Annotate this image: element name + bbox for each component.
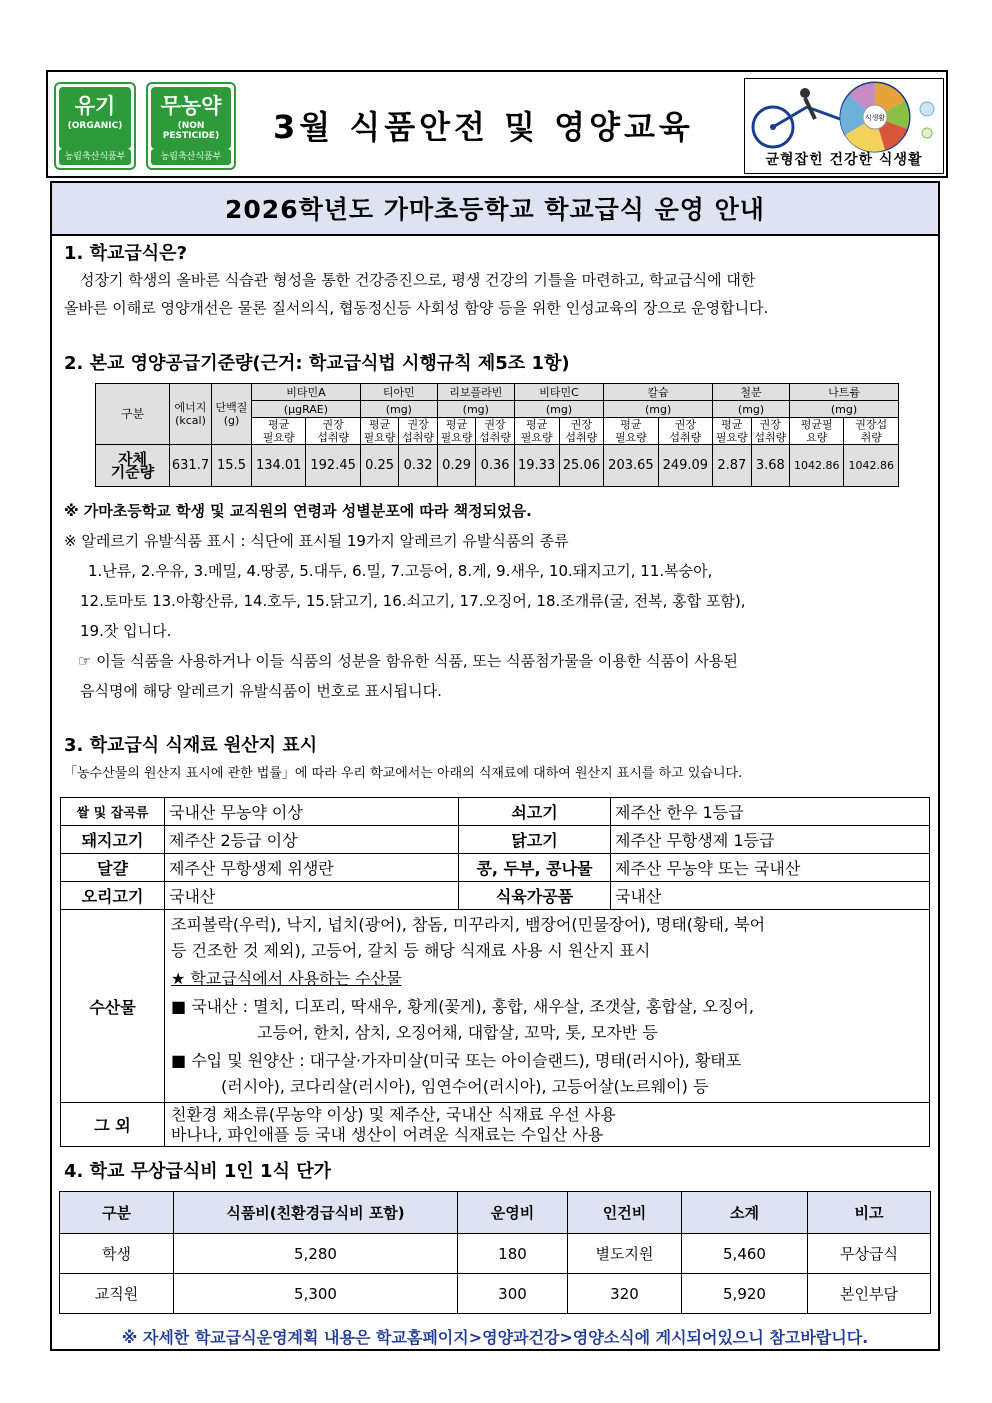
origin-label: 닭고기 bbox=[459, 826, 611, 854]
allergy-list-line3: 19.잣 입니다. bbox=[80, 622, 172, 640]
food-wheel-center: 식생활 bbox=[864, 114, 886, 122]
riboflavin-rec-header bbox=[476, 418, 514, 445]
sub-label: 평균필 bbox=[800, 418, 833, 431]
sub-label: 필요량 bbox=[614, 431, 647, 444]
origin-intro: 「농수산물의 원산지 표시에 관한 법률」에 따라 우리 학교에서는 아래의 식재료에 대하여 원산지 표시를 하고 있습니다. bbox=[64, 766, 743, 781]
nutrition-note: ※ 가마초등학교 학생 및 교직원의 연령과 성별분포에 따라 책정되었음. bbox=[64, 502, 532, 520]
row-label-standard bbox=[96, 445, 170, 487]
calcium-unit: (mg) bbox=[604, 401, 713, 418]
bicycle-food-icon bbox=[745, 79, 943, 153]
sodium-rec-header bbox=[844, 418, 899, 445]
energy-header bbox=[170, 384, 212, 445]
origin-value: 제주산 한우 1등급 bbox=[611, 798, 930, 826]
non-pesticide-logo bbox=[146, 82, 236, 170]
organic-logo-title: 유기 bbox=[74, 94, 116, 118]
value-riboflavin-avg: 0.29 bbox=[437, 445, 475, 487]
cost-header: 인건비 bbox=[568, 1192, 682, 1234]
thiamin-unit: (mg) bbox=[360, 401, 437, 418]
badge-caption: 균형잡힌 건강한 식생활 bbox=[765, 152, 923, 168]
table-row bbox=[60, 1234, 931, 1274]
energy-label: 에너지 bbox=[174, 401, 207, 414]
main-notice-box bbox=[50, 181, 940, 1351]
sub-label: 권장 bbox=[570, 418, 592, 431]
sub-label: 필요량 bbox=[262, 431, 295, 444]
value-riboflavin-rec: 0.36 bbox=[476, 445, 514, 487]
sodium-unit: (mg) bbox=[790, 401, 899, 418]
nutrition-standard-table bbox=[95, 383, 899, 487]
sub-label: 권장 bbox=[674, 418, 696, 431]
cost-cell: 5,460 bbox=[682, 1234, 808, 1274]
thiamin-avg-header bbox=[360, 418, 398, 445]
value-iron-rec: 3.68 bbox=[751, 445, 789, 487]
seafood-star-heading: ★ 학교급식에서 사용하는 수산물 bbox=[171, 969, 402, 988]
riboflavin-header: 리보플라빈 bbox=[437, 384, 514, 401]
vitamin-c-rec-header bbox=[559, 418, 604, 445]
origin-value: 제주산 2등급 이상 bbox=[165, 826, 459, 854]
other-details bbox=[165, 1103, 930, 1147]
iron-header: 철분 bbox=[713, 384, 790, 401]
cost-cell: 학생 bbox=[60, 1234, 174, 1274]
vitamin-a-rec-header bbox=[306, 418, 360, 445]
calcium-header: 칼슘 bbox=[604, 384, 713, 401]
organic-logo-subtitle: (ORGANIC) bbox=[67, 121, 123, 131]
meal-cost-table bbox=[59, 1191, 931, 1314]
section2-heading: 2. 본교 영양공급기준량(근거: 학교급식법 시행규칙 제5조 1항) bbox=[64, 353, 570, 374]
table-row bbox=[61, 882, 930, 910]
row-label-line: 기준량 bbox=[110, 462, 155, 481]
organic-logo bbox=[54, 82, 136, 170]
value-sodium-avg: 1042.86 bbox=[790, 445, 844, 487]
header bbox=[46, 70, 948, 178]
value-thiamin-rec: 0.32 bbox=[399, 445, 437, 487]
other-label: 그 외 bbox=[61, 1103, 165, 1147]
value-energy: 631.7 bbox=[170, 445, 212, 487]
cost-cell: 5,300 bbox=[174, 1274, 458, 1314]
table-row bbox=[61, 826, 930, 854]
vitamin-c-avg-header bbox=[514, 418, 559, 445]
origin-label: 돼지고기 bbox=[61, 826, 165, 854]
value-vitamin-c-rec: 25.06 bbox=[559, 445, 604, 487]
sub-label: 권장 bbox=[407, 418, 429, 431]
vitamin-c-header: 비타민C bbox=[514, 384, 603, 401]
table-row bbox=[61, 798, 930, 826]
allergy-note: ※ 알레르기 유발식품 표시 : 식단에 표시될 19가지 알레르기 유발식품의 종류 bbox=[64, 532, 569, 550]
vitamin-a-header: 비타민A bbox=[252, 384, 361, 401]
other-text-line1: 친환경 채소류(무농약 이상) 및 제주산, 국내산 식재료 우선 사용 bbox=[171, 1104, 616, 1124]
iron-avg-header bbox=[713, 418, 751, 445]
sub-label: 섭취량 bbox=[754, 431, 787, 444]
value-iron-avg: 2.87 bbox=[713, 445, 751, 487]
sub-label: 섭취량 bbox=[402, 431, 435, 444]
seafood-details bbox=[165, 910, 930, 1103]
non-pesticide-logo-subtitle: (NON PESTICIDE) bbox=[162, 121, 220, 141]
sub-label: 평균 bbox=[526, 418, 548, 431]
cost-cell: 320 bbox=[568, 1274, 682, 1314]
origin-label: 식육가공품 bbox=[459, 882, 611, 910]
vitamin-a-unit: (μgRAE) bbox=[252, 401, 361, 418]
sub-label: 취량 bbox=[860, 431, 882, 444]
protein-label: 단백질 bbox=[215, 401, 248, 414]
balanced-diet-badge bbox=[744, 78, 944, 174]
cost-cell: 교직원 bbox=[60, 1274, 174, 1314]
nutrition-gubun-header: 구분 bbox=[96, 384, 170, 445]
seafood-text-line1: 조피볼락(우럭), 낙지, 넙치(광어), 참돔, 미꾸라지, 뱀장어(민물장어), 명태(황태, 북어 bbox=[171, 915, 766, 934]
protein-unit: (g) bbox=[223, 414, 240, 427]
non-pesticide-logo-title: 무농약 bbox=[160, 94, 222, 118]
energy-unit: (kcal) bbox=[175, 414, 206, 427]
cost-cell: 무상급식 bbox=[808, 1234, 931, 1274]
sub-label: 권장 bbox=[322, 418, 344, 431]
sub-label: 평균 bbox=[721, 418, 743, 431]
cost-cell: 5,920 bbox=[682, 1274, 808, 1314]
sub-label: 섭취량 bbox=[565, 431, 598, 444]
cost-header: 비고 bbox=[808, 1192, 931, 1234]
row-label-line: 자체 bbox=[118, 449, 147, 468]
value-calcium-rec: 249.09 bbox=[658, 445, 712, 487]
banner-title: 2026학년도 가마초등학교 학교급식 운영 안내 bbox=[52, 183, 938, 236]
iron-unit: (mg) bbox=[713, 401, 790, 418]
sub-label: 평균 bbox=[445, 418, 468, 431]
vitamin-a-avg-header bbox=[252, 418, 306, 445]
calcium-rec-header bbox=[658, 418, 712, 445]
sub-label: 필요량 bbox=[440, 431, 473, 444]
origin-label: 콩, 두부, 콩나물 bbox=[459, 854, 611, 882]
sub-label: 평균 bbox=[620, 418, 642, 431]
value-protein: 15.5 bbox=[212, 445, 252, 487]
cost-cell: 본인부담 bbox=[808, 1274, 931, 1314]
value-calcium-avg: 203.65 bbox=[604, 445, 658, 487]
cost-header: 운영비 bbox=[458, 1192, 568, 1234]
riboflavin-avg-header bbox=[437, 418, 475, 445]
sub-label: 섭취량 bbox=[317, 431, 350, 444]
section4-heading: 4. 학교 무상급식비 1인 1식 단가 bbox=[64, 1161, 332, 1182]
origin-value: 국내산 bbox=[611, 882, 930, 910]
sub-label: 평균 bbox=[368, 418, 391, 431]
cost-cell: 180 bbox=[458, 1234, 568, 1274]
origin-value: 국내산 무농약 이상 bbox=[165, 798, 459, 826]
sub-label: 필요량 bbox=[715, 431, 748, 444]
origin-label: 달걀 bbox=[61, 854, 165, 882]
cost-header: 구분 bbox=[60, 1192, 174, 1234]
table-row bbox=[61, 854, 930, 882]
table-header-row bbox=[60, 1192, 931, 1234]
cost-cell: 5,280 bbox=[174, 1234, 458, 1274]
value-vitamin-a-rec: 192.45 bbox=[306, 445, 360, 487]
table-row bbox=[60, 1274, 931, 1314]
sub-label: 권장 bbox=[484, 418, 506, 431]
sub-label: 필요량 bbox=[520, 431, 553, 444]
origin-value: 제주산 무항생제 위생란 bbox=[165, 854, 459, 882]
vitamin-c-unit: (mg) bbox=[514, 401, 603, 418]
footer-notice: ※ 자세한 학교급식운영계획 내용은 학교홈페이지>영양과건강>영양소식에 게시되어있으니 참고바랍니다. bbox=[121, 1328, 869, 1347]
seafood-import-line1: ■ 수입 및 원양산 : 대구살·가자미살(미국 또는 아이슬랜드), 명태(러시아), 황태포 bbox=[171, 1051, 742, 1070]
riboflavin-unit: (mg) bbox=[437, 401, 514, 418]
sodium-header: 나트륨 bbox=[790, 384, 899, 401]
origin-label: 오리고기 bbox=[61, 882, 165, 910]
table-row bbox=[61, 910, 930, 1103]
origin-value: 국내산 bbox=[165, 882, 459, 910]
sub-label: 필요량 bbox=[363, 431, 396, 444]
other-text-line2: 바나나, 파인애플 등 국내 생산이 어려운 식재료는 수입산 사용 bbox=[171, 1124, 604, 1144]
origin-value: 제주산 무항생제 1등급 bbox=[611, 826, 930, 854]
origin-value: 제주산 무농약 또는 국내산 bbox=[611, 854, 930, 882]
thiamin-rec-header bbox=[399, 418, 437, 445]
seafood-text-line2: 등 건조한 것 제외), 고등어, 갈치 등 해당 식재료 사용 시 원산지 표시 bbox=[171, 941, 651, 960]
protein-header bbox=[212, 384, 252, 445]
origin-label: 쌀 및 잡곡류 bbox=[61, 798, 165, 826]
seafood-import-line2: (러시아), 코다리살(러시아), 임연수어(러시아), 고등어살(노르웨이) 등 bbox=[221, 1077, 709, 1096]
cost-header: 식품비(친환경급식비 포함) bbox=[174, 1192, 458, 1234]
seafood-label: 수산물 bbox=[61, 910, 165, 1103]
cost-cell: 300 bbox=[458, 1274, 568, 1314]
section1-line2: 올바른 이해로 영양개선은 물론 질서의식, 협동정신등 사회성 함양 등을 위한 인성교육의 장으로 운영합니다. bbox=[64, 299, 769, 317]
section1-heading: 1. 학교급식은? bbox=[64, 243, 188, 264]
value-sodium-rec: 1042.86 bbox=[844, 445, 899, 487]
non-pesticide-logo-issuer: 농림축산식품부 bbox=[151, 149, 231, 165]
seafood-domestic-line2: 고등어, 한치, 삼치, 오징어채, 대합살, 꼬막, 톳, 모자반 등 bbox=[257, 1023, 658, 1042]
sub-label: 평균 bbox=[268, 418, 290, 431]
sub-label: 섭취량 bbox=[479, 431, 511, 444]
origin-table bbox=[60, 797, 930, 1147]
section3-heading: 3. 학교급식 식재료 원산지 표시 bbox=[64, 735, 318, 756]
allergy-list-line1: 1.난류, 2.우유, 3.메밀, 4.땅콩, 5.대두, 6.밀, 7.고등어, 8.게, 9.새우, 10.돼지고기, 11.복숭아, bbox=[88, 562, 713, 580]
table-row bbox=[61, 1103, 930, 1147]
seafood-domestic-line1: ■ 국내산 : 멸치, 디포리, 딱새우, 황게(꽃게), 홍합, 새우살, 조갯살, 홍합살, 오징어, bbox=[171, 997, 754, 1016]
section1-line1: 성장기 학생의 올바른 식습관 형성을 통한 건강증진으로, 평생 건강의 기틀을 마련하고, 학교급식에 대한 bbox=[80, 271, 756, 289]
organic-logo-issuer: 농림축산식품부 bbox=[59, 149, 131, 165]
cost-header: 소계 bbox=[682, 1192, 808, 1234]
value-vitamin-c-avg: 19.33 bbox=[514, 445, 559, 487]
cost-cell: 별도지원 bbox=[568, 1234, 682, 1274]
sodium-avg-header bbox=[790, 418, 844, 445]
allergy-list-line2: 12.토마토 13.아황산류, 14.호두, 15.닭고기, 16.쇠고기, 17.오징어, 18.조개류(굴, 전복, 홍합 포함), bbox=[80, 592, 746, 610]
allergy-pointer-line2: 음식명에 해당 알레르기 유발식품이 번호로 표시됩니다. bbox=[80, 682, 442, 700]
calcium-avg-header bbox=[604, 418, 658, 445]
sub-label: 권장섭 bbox=[855, 418, 888, 431]
value-vitamin-a-avg: 134.01 bbox=[252, 445, 306, 487]
value-thiamin-avg: 0.25 bbox=[360, 445, 398, 487]
thiamin-header: 티아민 bbox=[360, 384, 437, 401]
page-title: 3월 식품안전 및 영양교육 bbox=[273, 108, 694, 146]
allergy-pointer-line1: ☞ 이들 식품을 사용하거나 이들 식품의 성분을 함유한 식품, 또는 식품첨가물을 이용한 식품이 사용된 bbox=[78, 652, 738, 670]
iron-rec-header bbox=[751, 418, 789, 445]
sub-label: 섭취량 bbox=[669, 431, 702, 444]
sub-label: 요량 bbox=[806, 431, 828, 444]
sub-label: 권장 bbox=[759, 418, 781, 431]
origin-label: 쇠고기 bbox=[459, 798, 611, 826]
